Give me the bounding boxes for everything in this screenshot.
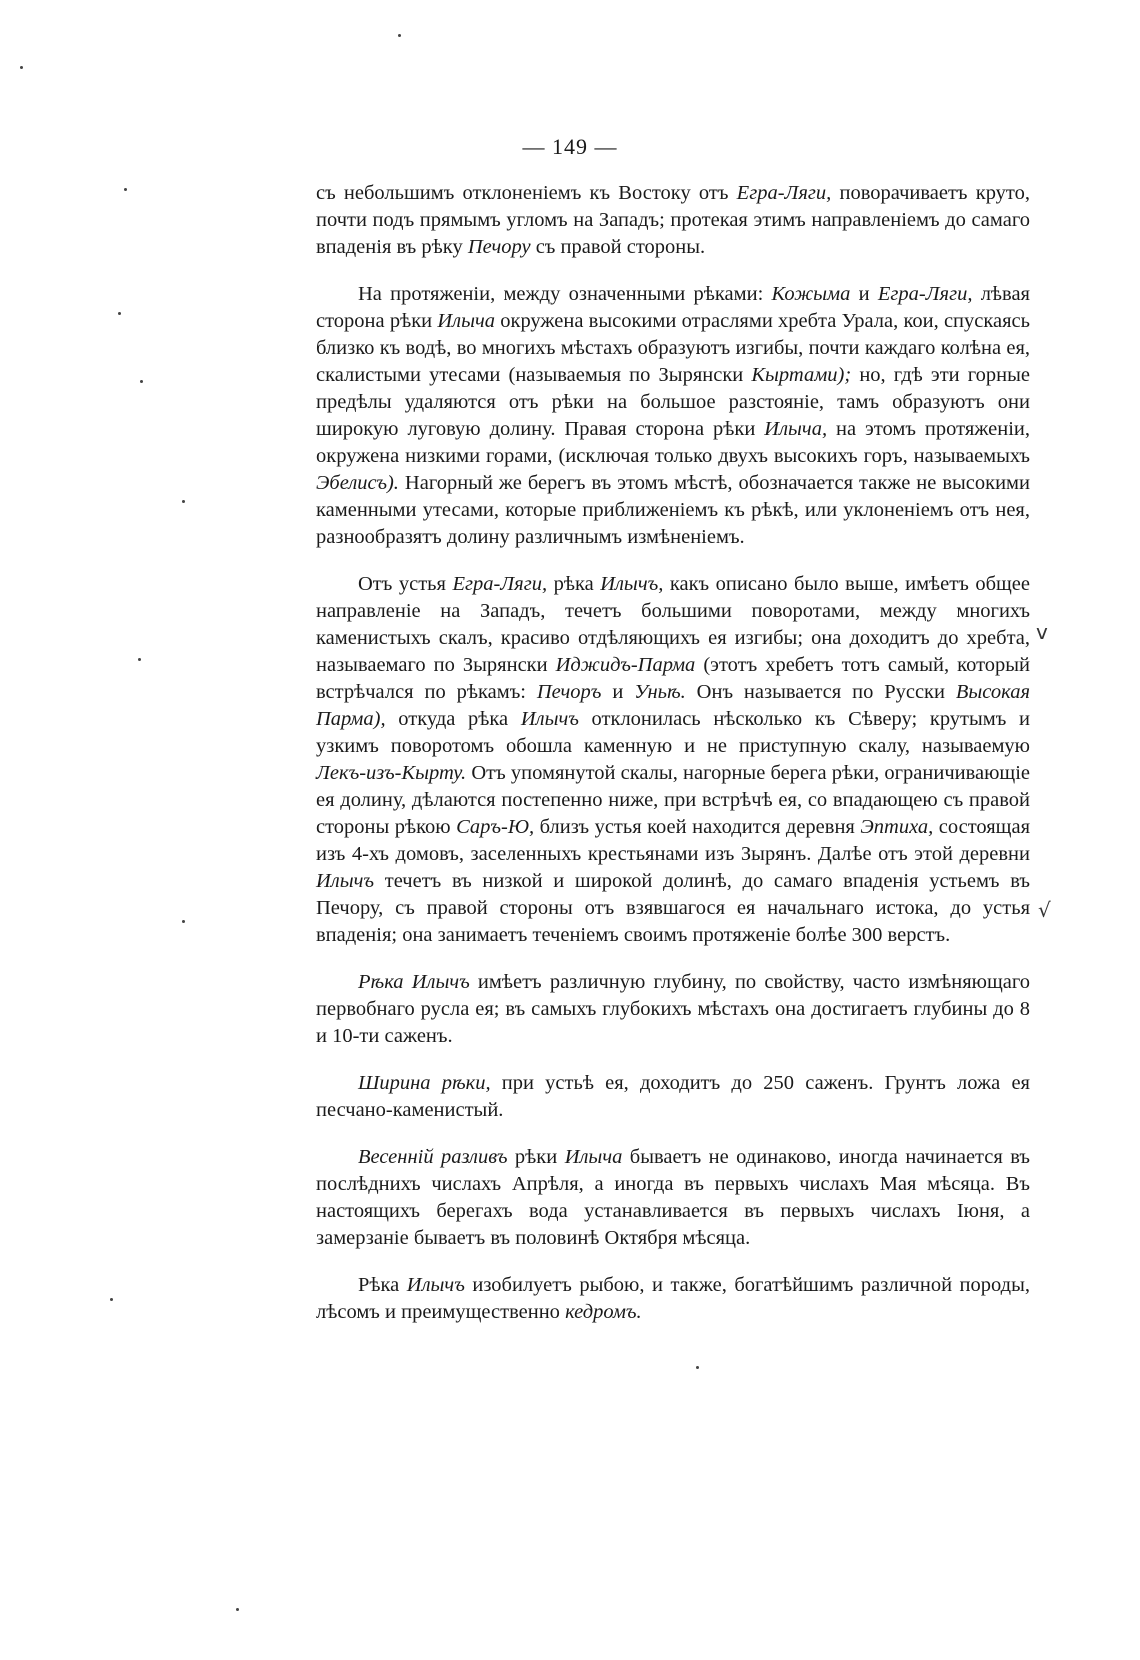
italic-term: Илыча [437, 310, 496, 332]
scan-speck [124, 188, 127, 191]
text-body [316, 180, 1030, 1326]
scan-speck [118, 312, 121, 315]
paragraph [316, 1272, 1030, 1326]
paragraph [316, 571, 1030, 949]
paragraph [316, 1144, 1030, 1252]
italic-term: кедромъ. [565, 1301, 642, 1323]
margin-checkmark: √ [1038, 898, 1051, 922]
italic-term: Илыча, [764, 418, 828, 440]
italic-term: Печоръ [536, 681, 602, 703]
scan-speck [182, 500, 185, 503]
text-run: съ правой стороны. [530, 236, 706, 258]
text-run: окружена высокими отраслями хребта Урала, кои, спускаясь близко къ водѣ, во многихъ мѣстахъ образуютъ изгибы, почти каждаго колѣна ея, скалистыми утесами (называемыя по Зырянски [316, 310, 1030, 386]
text-run: течетъ въ низкой и широкой долинѣ, до самаго впаденія устьемъ въ Печору, съ правой стороны отъ взявшагося ея начальнаго истока, до устья впаденія; она занимаетъ теченіемъ своимъ протяженіе болѣе 300 верстъ. [316, 870, 1030, 946]
italic-term: Илыча [564, 1146, 623, 1168]
page-number: — 149 — [522, 134, 618, 159]
text-run: Нагорный же берегъ въ этомъ мѣстѣ, обозначается также не высокими каменными утесами, которые приближеніемъ къ рѣкѣ, или уклоненіемъ отъ нея, разнообразятъ долину различнымъ измѣненіемъ. [316, 472, 1030, 548]
margin-checkmark: v [1036, 620, 1048, 644]
text-run: имѣетъ различную глубину, по свойству, часто измѣняющаго первобнаго русла ея; въ самыхъ глубокихъ мѣстахъ она достигаетъ глубины до 8 и 10-ти саженъ. [316, 971, 1030, 1047]
text-run: Отъ упомянутой скалы, нагорные берега рѣки, ограничивающіе ея долину, дѣлаются постепенно ниже, при встрѣчѣ ея, со впадающею съ правой стороны рѣкою [316, 762, 1030, 838]
text-run: рѣки [507, 1146, 565, 1168]
paragraph [316, 180, 1030, 261]
italic-term: Иджидъ-Парма [555, 654, 696, 676]
italic-term: Илычъ [316, 870, 375, 892]
scan-speck [110, 1298, 113, 1301]
italic-term: Кожыма [771, 283, 851, 305]
italic-term: Печору [467, 236, 531, 258]
paragraph [316, 281, 1030, 551]
italic-term: Егра-Ляги, [736, 182, 832, 204]
scan-speck [140, 380, 143, 383]
text-run: На протяженіи, между означенными рѣками: [358, 283, 772, 305]
italic-term: Егра-Ляги, [452, 573, 548, 595]
italic-term: Рѣка Илычъ [358, 971, 470, 993]
text-run: (этотъ хребетъ тотъ самый, который встрѣчался по рѣкамъ: [316, 654, 1030, 703]
text-run: и [601, 681, 635, 703]
italic-term: Саръ-Ю, [456, 816, 535, 838]
text-run: откуда рѣка [385, 708, 521, 730]
text-run: изобилуетъ рыбою, и также, богатѣйшимъ различной породы, лѣсомъ и преимущественно [316, 1274, 1031, 1323]
text-run: на этомъ протяженіи, окружена низкими горами, (исключая только двухъ высокихъ горъ, называемыхъ [316, 418, 1030, 467]
text-run: бываетъ не одинаково, иногда начинается въ послѣднихъ числахъ Апрѣля, а иногда въ первыхъ числахъ Мая мѣсяца. Въ настоящихъ берегахъ вода устанавливается въ первыхъ числахъ Іюня, а замерзаніе бываетъ въ половинѣ Октября мѣсяца. [316, 1146, 1031, 1249]
text-run: и [850, 283, 878, 305]
italic-term: Илычъ [406, 1274, 465, 1296]
scan-speck [236, 1608, 239, 1611]
italic-term: Эптиха, [860, 816, 934, 838]
scan-speck [138, 658, 141, 661]
italic-term: Егра-Ляги, [877, 283, 973, 305]
italic-term: Ширина рѣки, [358, 1072, 491, 1094]
text-run: рѣка [547, 573, 601, 595]
text-run: состоящая изъ 4-хъ домовъ, заселенныхъ крестьянами изъ Зырянъ. Далѣе отъ этой деревни [316, 816, 1031, 865]
text-run: но, гдѣ эти горные предѣлы удаляются отъ рѣки на большое разстояніе, тамъ образуютъ они широкую луговую долину. Правая сторона рѣки [316, 364, 1030, 440]
text-run: лѣвая сторона рѣки [316, 283, 1030, 332]
scan-speck [182, 920, 185, 923]
scan-speck [696, 1366, 699, 1369]
text-run: поворачиваетъ круто, почти подъ прямымъ угломъ на Западъ; протекая этимъ направленіемъ до самаго впаденія въ рѣку [316, 182, 1030, 258]
text-run: близъ устья коей находится деревня [534, 816, 861, 838]
italic-term: Эбелисъ). [316, 472, 399, 494]
text-run: съ небольшимъ отклоненіемъ къ Востоку отъ [316, 182, 737, 204]
italic-term: Уньѣ. [634, 681, 686, 703]
text-run: отклонилась нѣсколько къ Сѣверу; крутымъ и узкимъ поворотомъ обошла каменную и не приступную скалу, называемую [316, 708, 1030, 757]
italic-term: Илычъ, [600, 573, 664, 595]
text-run: Отъ устья [358, 573, 453, 595]
text-run: Онъ называется по Русски [685, 681, 956, 703]
scan-speck [20, 66, 23, 69]
italic-term: Кыртами); [751, 364, 852, 386]
italic-term: Илычъ [520, 708, 579, 730]
text-run: какъ описано было выше, имѣетъ общее направленіе на Западъ, течетъ большими поворотами, между многихъ каменистыхъ скалъ, красиво отдѣляющихъ ея изгибы; она доходитъ до хребта, называемаго по Зырянски [316, 573, 1030, 676]
scan-speck [398, 34, 401, 37]
paragraph [316, 1070, 1030, 1124]
text-run: Рѣка [358, 1274, 407, 1296]
italic-term: Лекъ-изъ-Кырту. [316, 762, 467, 784]
italic-term: Весенній разливъ [358, 1146, 508, 1168]
text-run: при устьѣ ея, доходитъ до 250 саженъ. Грунтъ ложа ея песчано-каменистый. [316, 1072, 1030, 1121]
italic-term: Высокая Парма), [316, 681, 1030, 730]
paragraph [316, 969, 1030, 1050]
